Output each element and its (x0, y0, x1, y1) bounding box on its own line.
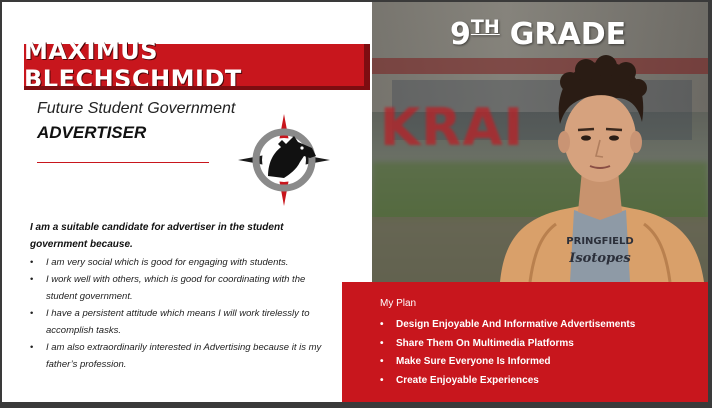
grade-number: 9 (450, 17, 471, 52)
list-item: • Share Them On Multimedia Platforms (380, 335, 635, 354)
shirt-text-line1: PRINGFIELD (566, 236, 634, 247)
list-item: • Make Sure Everyone Is Informed (380, 353, 635, 372)
candidate-portrait (490, 42, 708, 282)
divider-line (37, 162, 209, 163)
campaign-slide (2, 2, 708, 402)
list-item: • I am very social which is good for engaging with students. (30, 254, 330, 271)
role-subtitle: Future Student Government (37, 100, 236, 117)
list-item: • I am also extraordinarily interested in Advertising because it is my father’s profession. (30, 339, 330, 373)
name-banner (24, 37, 364, 93)
reasons-list (30, 254, 330, 373)
role-title: ADVERTISER (37, 123, 147, 142)
plan-panel (342, 282, 708, 402)
photo-sign-text: KRAI (380, 98, 524, 158)
plan-title: My Plan (380, 298, 417, 309)
candidate-photo (372, 2, 708, 282)
mustang-compass-logo-icon (238, 114, 330, 206)
list-item: • I have a persistent attitude which means I will work tirelessly to accomplish tasks. (30, 305, 330, 339)
grade-label (450, 16, 626, 52)
shirt-text-line2: Isotopes (569, 251, 631, 266)
statement-intro: I am a suitable candidate for advertiser in the student government because. (30, 222, 284, 250)
list-item: • Design Enjoyable And Informative Advertisements (380, 316, 635, 335)
candidate-name: MAXIMUS BLECHSCHMIDT (24, 37, 242, 93)
list-item: • Create Enjoyable Experiences (380, 372, 635, 391)
list-item: • I work well with others, which is good for coordinating with the student government. (30, 271, 330, 305)
grade-word: GRADE (509, 17, 627, 52)
grade-suffix: TH (470, 16, 500, 38)
plan-list (380, 316, 635, 390)
